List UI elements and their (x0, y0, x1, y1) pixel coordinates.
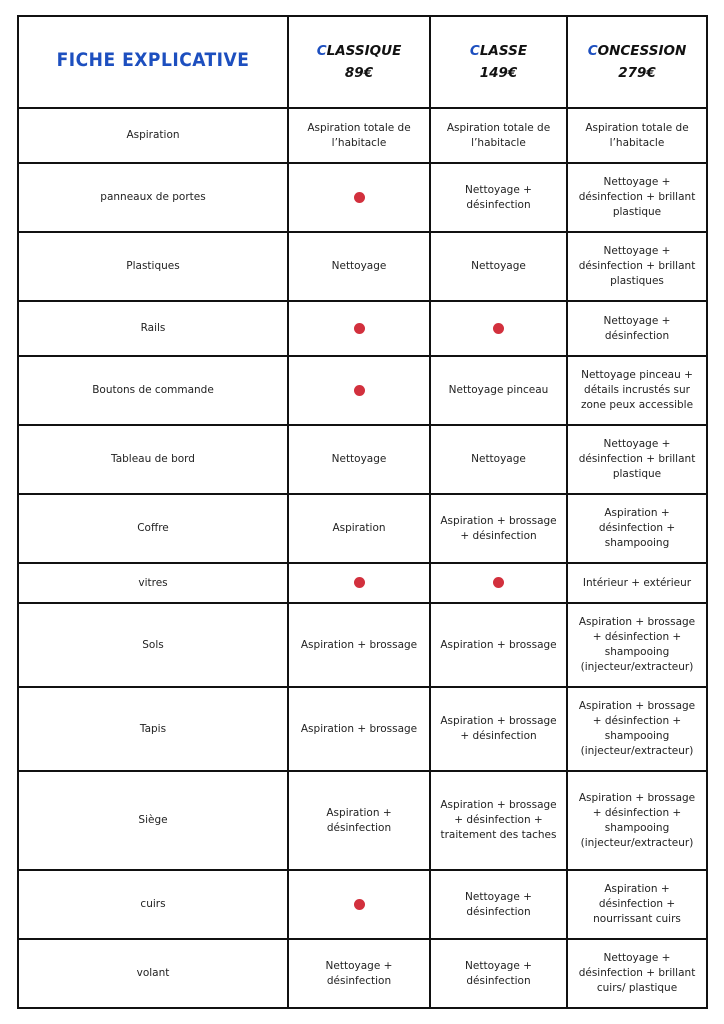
table-cell: Aspiration totale de l’habitacle (567, 108, 707, 163)
not-included-cell (430, 301, 567, 356)
row-label: cuirs (18, 870, 288, 939)
row-label: Plastiques (18, 232, 288, 301)
table-cell: Aspiration + brossage (430, 603, 567, 687)
not-included-dot-icon (354, 899, 365, 910)
table-cell: Aspiration + brossage + désinfection + shampooing (injecteur/extracteur) (567, 771, 707, 870)
row-label: Siège (18, 771, 288, 870)
not-included-dot-icon (354, 192, 365, 203)
plan-price: 149€ (479, 65, 518, 81)
table-row (18, 563, 707, 603)
not-included-cell (288, 563, 430, 603)
table-row (18, 494, 707, 563)
plan-header-concession (567, 16, 707, 108)
page-title: FICHE EXPLICATIVE (56, 49, 250, 71)
table-row (18, 163, 707, 232)
table-cell: Aspiration + brossage + désinfection (430, 494, 567, 563)
not-included-dot-icon (354, 577, 365, 588)
table-cell: Nettoyage pinceau (430, 356, 567, 425)
table-row (18, 232, 707, 301)
table-cell: Aspiration totale de l’habitacle (430, 108, 567, 163)
not-included-dot-icon (493, 323, 504, 334)
table-cell: Nettoyage (430, 232, 567, 301)
table-cell: Aspiration + brossage + désinfection + traitement des taches (430, 771, 567, 870)
row-label: Sols (18, 603, 288, 687)
table-cell: Aspiration + brossage (288, 603, 430, 687)
row-label: vitres (18, 563, 288, 603)
table-row (18, 939, 707, 1008)
plan-price: 279€ (618, 65, 656, 81)
table-cell: Aspiration totale de l’habitacle (288, 108, 430, 163)
table-cell: Aspiration + brossage + désinfection (430, 687, 567, 771)
title-cell (18, 16, 288, 108)
not-included-cell (288, 301, 430, 356)
table-row (18, 687, 707, 771)
row-label: volant (18, 939, 288, 1008)
table-cell: Nettoyage + désinfection (430, 870, 567, 939)
table-body (18, 108, 707, 1008)
table-cell: Nettoyage + désinfection (430, 163, 567, 232)
plan-name: CLASSE (469, 43, 528, 59)
table-cell: Nettoyage (288, 425, 430, 494)
table-row (18, 301, 707, 356)
table-cell: Aspiration + désinfection (288, 771, 430, 870)
table-cell: Nettoyage pinceau + détails incrustés sur zone peux accessible (567, 356, 707, 425)
table-cell: Aspiration + brossage (288, 687, 430, 771)
row-label: Aspiration (18, 108, 288, 163)
table-cell: Nettoyage + désinfection (288, 939, 430, 1008)
not-included-cell (288, 870, 430, 939)
table-cell: Aspiration (288, 494, 430, 563)
plan-price: 89€ (344, 65, 374, 81)
row-label: Coffre (18, 494, 288, 563)
not-included-dot-icon (354, 385, 365, 396)
table-row (18, 108, 707, 163)
table-cell: Nettoyage + désinfection + brillant plastique (567, 425, 707, 494)
plan-header-classique (288, 16, 430, 108)
table-cell: Nettoyage (430, 425, 567, 494)
table-row (18, 870, 707, 939)
table-cell: Aspiration + brossage + désinfection + shampooing (injecteur/extracteur) (567, 603, 707, 687)
table-row (18, 771, 707, 870)
row-label: panneaux de portes (18, 163, 288, 232)
table-cell: Nettoyage (288, 232, 430, 301)
table-cell: Nettoyage + désinfection (430, 939, 567, 1008)
table-cell: Nettoyage + désinfection + brillant plastiques (567, 232, 707, 301)
comparison-table (17, 15, 708, 1009)
row-label: Boutons de commande (18, 356, 288, 425)
table-cell: Nettoyage + désinfection (567, 301, 707, 356)
not-included-dot-icon (354, 323, 365, 334)
not-included-dot-icon (493, 577, 504, 588)
table-cell: Nettoyage + désinfection + brillant cuirs/ plastique (567, 939, 707, 1008)
not-included-cell (430, 563, 567, 603)
header-row (18, 16, 707, 108)
not-included-cell (288, 356, 430, 425)
row-label: Tableau de bord (18, 425, 288, 494)
plan-name: CLASSIQUE (316, 43, 402, 59)
plan-name: CONCESSION (587, 43, 687, 59)
table-cell: Nettoyage + désinfection + brillant plastique (567, 163, 707, 232)
table-cell: Aspiration + brossage + désinfection + shampooing (injecteur/extracteur) (567, 687, 707, 771)
row-label: Tapis (18, 687, 288, 771)
table-cell: Intérieur + extérieur (567, 563, 707, 603)
row-label: Rails (18, 301, 288, 356)
table-cell: Aspiration + désinfection + shampooing (567, 494, 707, 563)
table-row (18, 356, 707, 425)
table-cell: Aspiration + désinfection + nourrissant cuirs (567, 870, 707, 939)
table-row (18, 425, 707, 494)
not-included-cell (288, 163, 430, 232)
plan-header-classe (430, 16, 567, 108)
table-row (18, 603, 707, 687)
